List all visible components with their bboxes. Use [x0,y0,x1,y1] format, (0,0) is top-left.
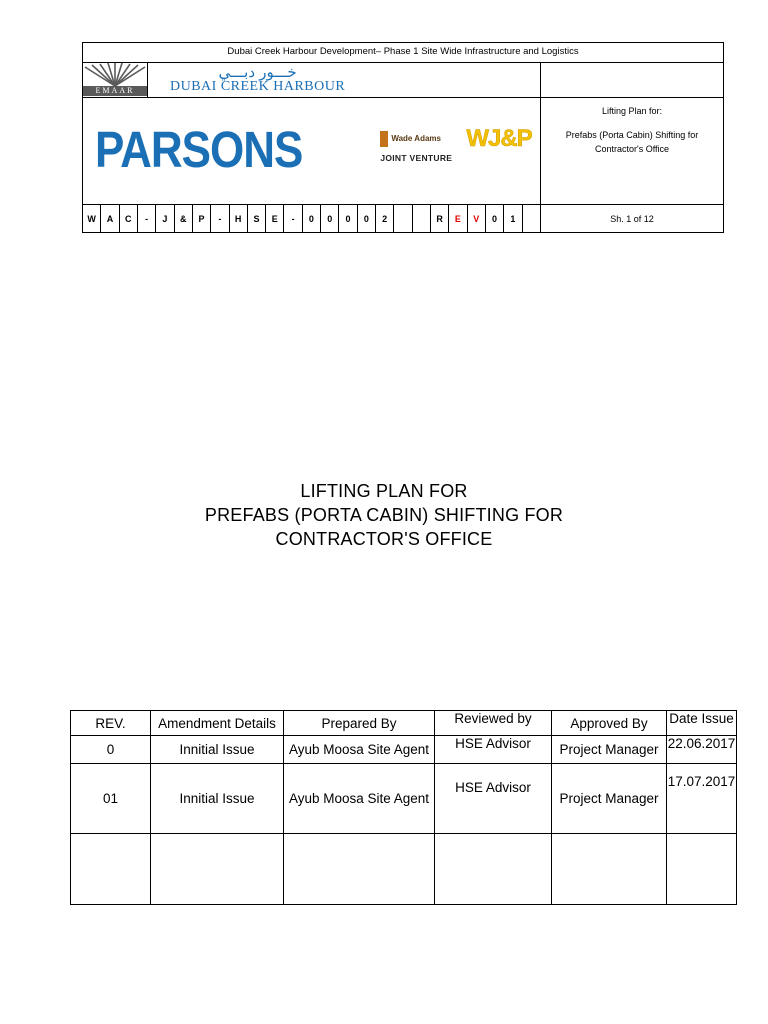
subject-line-2: Contractor's Office [594,144,670,154]
doc-number-cell: C [120,205,138,232]
header-date-issue: Date Issue [667,711,737,736]
parsons-logo: PARSONS [95,122,303,179]
table-header-row [71,711,737,736]
sheet-number: Sh. 1 of 12 [610,213,654,224]
doc-number-cell: 1 [504,205,522,232]
header-rev: REV. [71,711,151,736]
doc-number-cell: E [449,205,467,232]
project-title: Dubai Creek Harbour Development– Phase 1 Site Wide Infrastructure and Logistics [83,43,723,63]
doc-number-cell: 0 [321,205,339,232]
doc-number-cell: - [284,205,302,232]
title-line-1: LIFTING PLAN FOR [300,481,468,501]
wade-adams-text: Wade Adams [391,134,441,143]
doc-number-cell: 2 [376,205,394,232]
table-row [71,834,737,905]
subject-panel [541,63,723,204]
parsons-row [83,98,540,204]
header-approved-by: Approved By [552,711,667,736]
table-row: 0 Innitial Issue Ayub Moosa Site Agent HSE Advisor Project Manager 22.06.2017 [71,736,737,764]
document-number [83,205,541,232]
emaar-wordmark: EMAAR [83,86,147,96]
doc-number-cell [523,205,540,232]
doc-number-cell: 0 [303,205,321,232]
doc-number-cell: H [230,205,248,232]
joint-venture-label: JOINT VENTURE [380,153,453,163]
table-row: 01 Innitial Issue Ayub Moosa Site Agent HSE Advisor Project Manager 17.07.2017 [71,764,737,834]
document-title [0,479,768,551]
doc-number-cell: P [193,205,211,232]
doc-number-cell: 0 [486,205,504,232]
header-logo-area [83,63,723,205]
subject-text [541,98,723,204]
title-line-3: CONTRACTOR'S OFFICE [275,529,493,549]
doc-number-cell: 0 [339,205,357,232]
wjp-logo: WJ&P [466,125,532,152]
doc-number-cell: - [211,205,229,232]
revision-table [70,710,737,905]
doc-number-cell: R [431,205,449,232]
emaar-burst-icon [83,63,147,87]
doc-number-cell: A [101,205,119,232]
doc-number-cell: 0 [358,205,376,232]
emaar-logo [83,63,148,97]
header-prepared-by: Prepared By [284,711,435,736]
joint-venture-logo [380,125,540,171]
subject-line-1: Prefabs (Porta Cabin) Shifting for [565,130,699,140]
header-reviewed-by: Reviewed by [435,711,552,736]
dch-arabic-text: خـــور دبـــي [218,64,297,81]
doc-number-cell: J [156,205,174,232]
dubai-creek-harbour-logo [170,66,345,94]
emaar-row [83,63,540,98]
doc-number-cell: & [175,205,193,232]
title-line-2: PREFABS (PORTA CABIN) SHIFTING FOR [204,505,564,525]
doc-number-cell [394,205,412,232]
lifting-plan-label: Lifting Plan for: [601,106,663,116]
doc-number-cell: V [468,205,486,232]
doc-number-cell: - [138,205,156,232]
document-header [82,42,724,233]
doc-number-cell: S [248,205,266,232]
doc-number-cell: W [83,205,101,232]
header-amendment: Amendment Details [151,711,284,736]
doc-number-cell [413,205,431,232]
wade-adams-mark-icon [380,131,388,147]
logo-panel [83,63,541,204]
doc-number-cell: E [266,205,284,232]
dch-english-text: DUBAI CREEK HARBOUR [170,79,346,94]
document-number-row [83,205,723,232]
